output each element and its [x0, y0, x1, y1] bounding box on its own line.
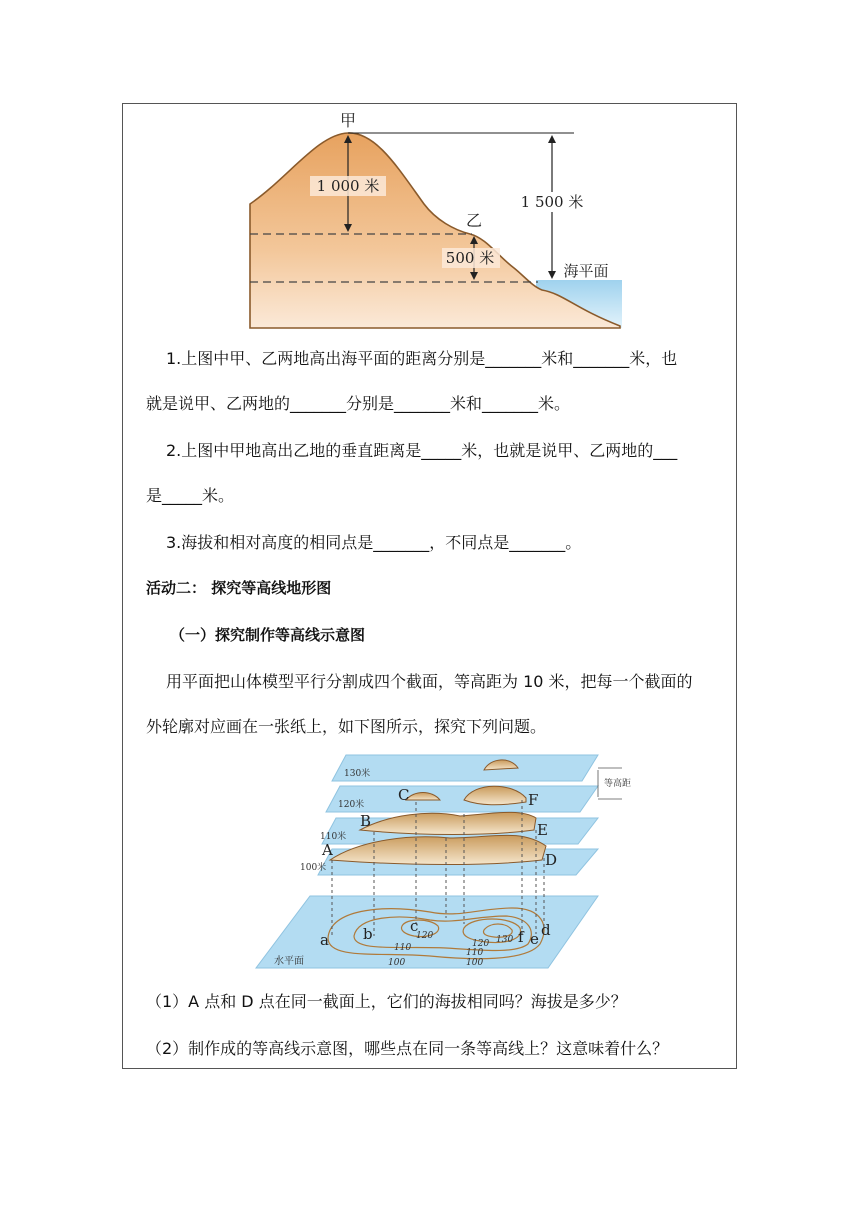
- question-1-line-1: 1.上图中甲、乙两地高出海平面的距离分别是_______米和_______米，也: [166, 349, 678, 368]
- altitude-diagram: [248, 108, 628, 330]
- point-b: b: [363, 925, 373, 943]
- intro-line-1: 用平面把山体模型平行分割成四个截面，等高距为 10 米，把每一个截面的: [166, 672, 693, 691]
- question-2-line-2: 是_____米。: [146, 486, 235, 505]
- plane-label-120: 120米: [338, 800, 365, 810]
- contour-construction-diagram: [250, 748, 632, 974]
- arrow-up-icon: [548, 135, 556, 143]
- question-3: 3.海拔和相对高度的相同点是_______，不同点是_______。: [166, 533, 582, 552]
- activity-subtitle: （一）探究制作等高线示意图: [170, 626, 366, 644]
- mountain-slice-110: [360, 812, 536, 834]
- plane-label-100: 100米: [300, 863, 327, 873]
- sub-question-2: （2）制作成的等高线示意图，哪些点在同一条等高线上？这意味着什么？: [146, 1039, 669, 1058]
- height-1000-label: 1 000 米: [316, 177, 380, 195]
- point-a: a: [320, 931, 329, 949]
- intro-line-2: 外轮廓对应画在一张纸上，如下图所示，探究下列问题。: [146, 717, 547, 736]
- question-2-line-1: 2.上图中甲地高出乙地的垂直距离是_____米，也就是说甲、乙两地的___: [166, 441, 678, 460]
- peak-label: 甲: [339, 111, 357, 130]
- contour-label-120-left: 120: [416, 931, 434, 941]
- plane-130: [332, 755, 598, 781]
- contour-label-100-right: 100: [466, 958, 484, 968]
- contour-label-100-left: 100: [388, 958, 406, 968]
- mid-point-label: 乙: [465, 211, 483, 230]
- interval-label: 等高距: [604, 779, 632, 789]
- sea-level-label: 海平面: [563, 262, 609, 280]
- base-plane-label: 水平面: [274, 956, 304, 967]
- point-f: f: [518, 928, 524, 946]
- point-A: A: [322, 841, 333, 859]
- point-C: C: [398, 786, 410, 804]
- point-B: B: [360, 812, 372, 830]
- contour-label-110-left: 110: [394, 943, 412, 953]
- height-500-label: 500 米: [445, 249, 495, 267]
- arrow-down-icon: [548, 271, 556, 279]
- point-D: D: [545, 851, 558, 869]
- contour-label-120-right: 120: [472, 939, 490, 949]
- plane-label-110: 110米: [320, 832, 347, 842]
- plane-label-130: 130米: [344, 769, 371, 779]
- height-1500-label: 1 500 米: [520, 193, 584, 211]
- point-E: E: [537, 821, 548, 839]
- point-c: c: [410, 917, 419, 935]
- activity-title: 活动二： 探究等高线地形图: [146, 579, 332, 597]
- sub-question-1: （1）A 点和 D 点在同一截面上，它们的海拔相同吗？海拔是多少？: [146, 992, 627, 1011]
- contour-label-130: 130: [496, 935, 514, 945]
- contour-label-110-right: 110: [466, 948, 484, 958]
- question-1-line-2: 就是说甲、乙两地的_______分别是_______米和_______米。: [146, 394, 571, 413]
- plane-120: [326, 786, 598, 812]
- point-d: d: [541, 921, 551, 939]
- hill-profile: [250, 133, 620, 328]
- point-e: e: [530, 930, 539, 948]
- point-F: F: [528, 791, 539, 809]
